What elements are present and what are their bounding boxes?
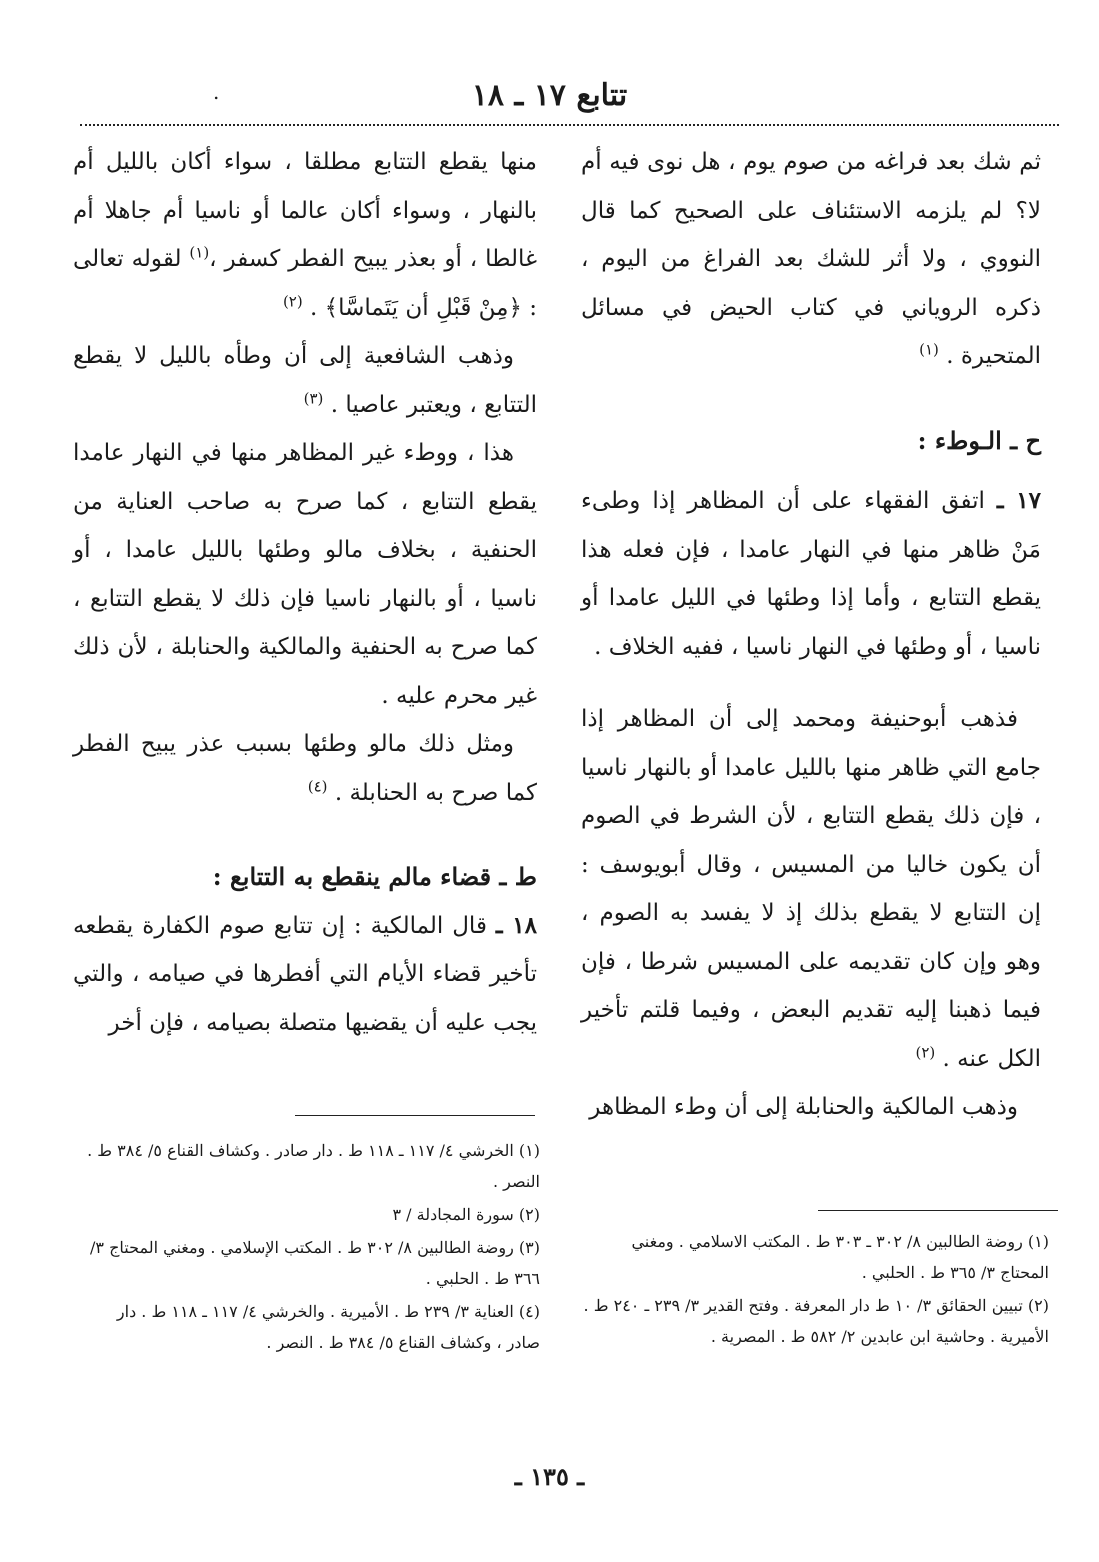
section-number: ١٨ ـ — [495, 911, 538, 939]
left-column — [73, 138, 537, 1047]
page-number: ـ ١٣٥ ـ — [514, 1462, 585, 1491]
footnote-ref: (٤) — [307, 776, 328, 795]
footnotes-left — [80, 1135, 540, 1360]
header-dotted-rule — [80, 124, 1059, 126]
footnote: (٤) العناية ٣/ ٢٣٩ ط . الأميرية . والخرشي ٤/ ١١٧ ـ ١١٨ ط . دار صادر ، وكشاف القناع ٥/ ٣٨٤ ط . النصر . — [116, 1302, 540, 1352]
footnote-ref: (٢) — [282, 291, 303, 310]
paragraph: ثم شك بعد فراغه من صوم يوم ، هل نوى فيه أم لا؟ لم يلزمه الاستئناف على الصحيح كما قال النووي ، ولا أثر للشك بعد الفراغ من اليوم ، ذكره الروياني في كتاب الحيض في مسائل المتحيرة . $^{(١)}$ — [581, 149, 1041, 369]
footnote: (٢) تبيين الحقائق ٣/ ١٠ ط دار المعرفة . وفتح القدير ٣/ ٢٣٩ ـ ٢٤٠ ط . الأميرية . وحاشية ابن عابدين ٢/ ٥٨٢ ط . المصرية . — [583, 1296, 1049, 1346]
right-column — [581, 138, 1041, 1132]
paragraph: ١٧ ـ اتفق الفقهاء على أن المظاهر إذا وطىء مَنْ ظاهر منها في النهار عامدا ، فإن فعله هذا يقطع التتابع ، وأما إذا وطئها في الليل عامدا أو ناسيا ، أو وطئها في النهار ناسيا ، ففيه الخلاف . — [581, 487, 1042, 660]
footnote-ref: (٢) — [915, 1042, 936, 1061]
footnote: (١) روضة الطالبين ٨/ ٣٠٢ ـ ٣٠٣ ط . المكتب الاسلامي . ومغني المحتاج ٣/ ٣٦٥ ط . الحلبي . — [631, 1232, 1049, 1282]
section-heading: ح ـ الـوطء : — [917, 425, 1041, 455]
footnote: (٣) روضة الطالبين ٨/ ٣٠٢ ط . المكتب الإسلامي . ومغني المحتاج ٣/ ٣٦٦ ط . الحلبي . — [90, 1238, 540, 1288]
footnote-separator — [818, 1210, 1058, 1211]
footnote-ref: (١) — [189, 243, 210, 262]
footnote-separator — [295, 1115, 535, 1116]
section-number: ١٧ ـ — [996, 487, 1042, 514]
footnote-ref: (١) — [919, 340, 939, 359]
paragraph: ١٨ ـ قال المالكية : إن تتابع صوم الكفارة يقطعه تأخير قضاء الأيام التي أفطرها في صيامه ، والتي يجب عليه أن يقضيها متصلة بصيامه ، فإن أخر — [73, 911, 538, 1036]
paragraph: وذهب الشافعية إلى أن وطأه بالليل لا يقطع التتابع ، ويعتبر عاصيا . $^{(٣)}$ — [73, 343, 537, 418]
paragraph: ومثل ذلك مالو وطئها بسبب عذر يبيح الفطر كما صرح به الحنابلة . $^{(٤)}$ — [73, 731, 537, 806]
footnote-ref: (٣) — [303, 388, 324, 407]
footnotes-right — [579, 1226, 1049, 1354]
section-heading: ط ـ قضاء مالم ينقطع به التتابع : — [212, 862, 537, 891]
footnote: (١) الخرشي ٤/ ١١٧ ـ ١١٨ ط . دار صادر . وكشاف القناع ٥/ ٣٨٤ ط . النصر . — [87, 1141, 540, 1191]
page-title: تتابع ١٧ ـ ١٨ — [471, 78, 628, 113]
paragraph: هذا ، ووطء غير المظاهر منها في النهار عامدا يقطع التتابع ، كما صرح به صاحب العناية من الحنفية ، بخلاف مالو وطئها بالليل عامدا ، أو ناسيا ، أو بالنهار ناسيا فإن ذلك لا يقطع التتابع ، كما صرح به الحنفية والمالكية والحنابلة ، لأن ذلك غير محرم عليه . — [73, 440, 537, 709]
paragraph: فذهب أبوحنيفة ومحمد إلى أن المظاهر إذا جامع التي ظاهر منها بالليل عامدا أو بالنهار ناسيا ، فإن ذلك يقطع التتابع ، لأن الشرط في الصوم أن يكون خاليا من المسيس ، وقال أبويوسف : إن التتابع لا يقطع بذلك إذ لا يفسد به الصوم ، وهو وإن كان تقديمه على المسيس شرطا ، فإن فيما ذهبنا إليه تقديم البعض ، وفيما قلتم تأخير الكل عنه . $^{(٢)}$ — [581, 706, 1041, 1072]
paragraph: وذهب المالكية والحنابلة إلى أن وطء المظاهر — [589, 1094, 1018, 1120]
footnote: (٢) سورة المجادلة / ٣ — [392, 1205, 540, 1224]
paragraph: منها يقطع التتابع مطلقا ، سواء أكان بالليل أم بالنهار ، وسواء أكان عالما أو ناسيا أم جاهلا أم غالطا ، أو بعذر يبيح الفطر كسفر ،$^{(١)}$ لقوله تعالى : ﴿مِنْ قَبْلِ أن يَتَماسَّا﴾ . $^{(٢)}$ — [73, 149, 538, 321]
header-dot: . — [213, 80, 220, 104]
